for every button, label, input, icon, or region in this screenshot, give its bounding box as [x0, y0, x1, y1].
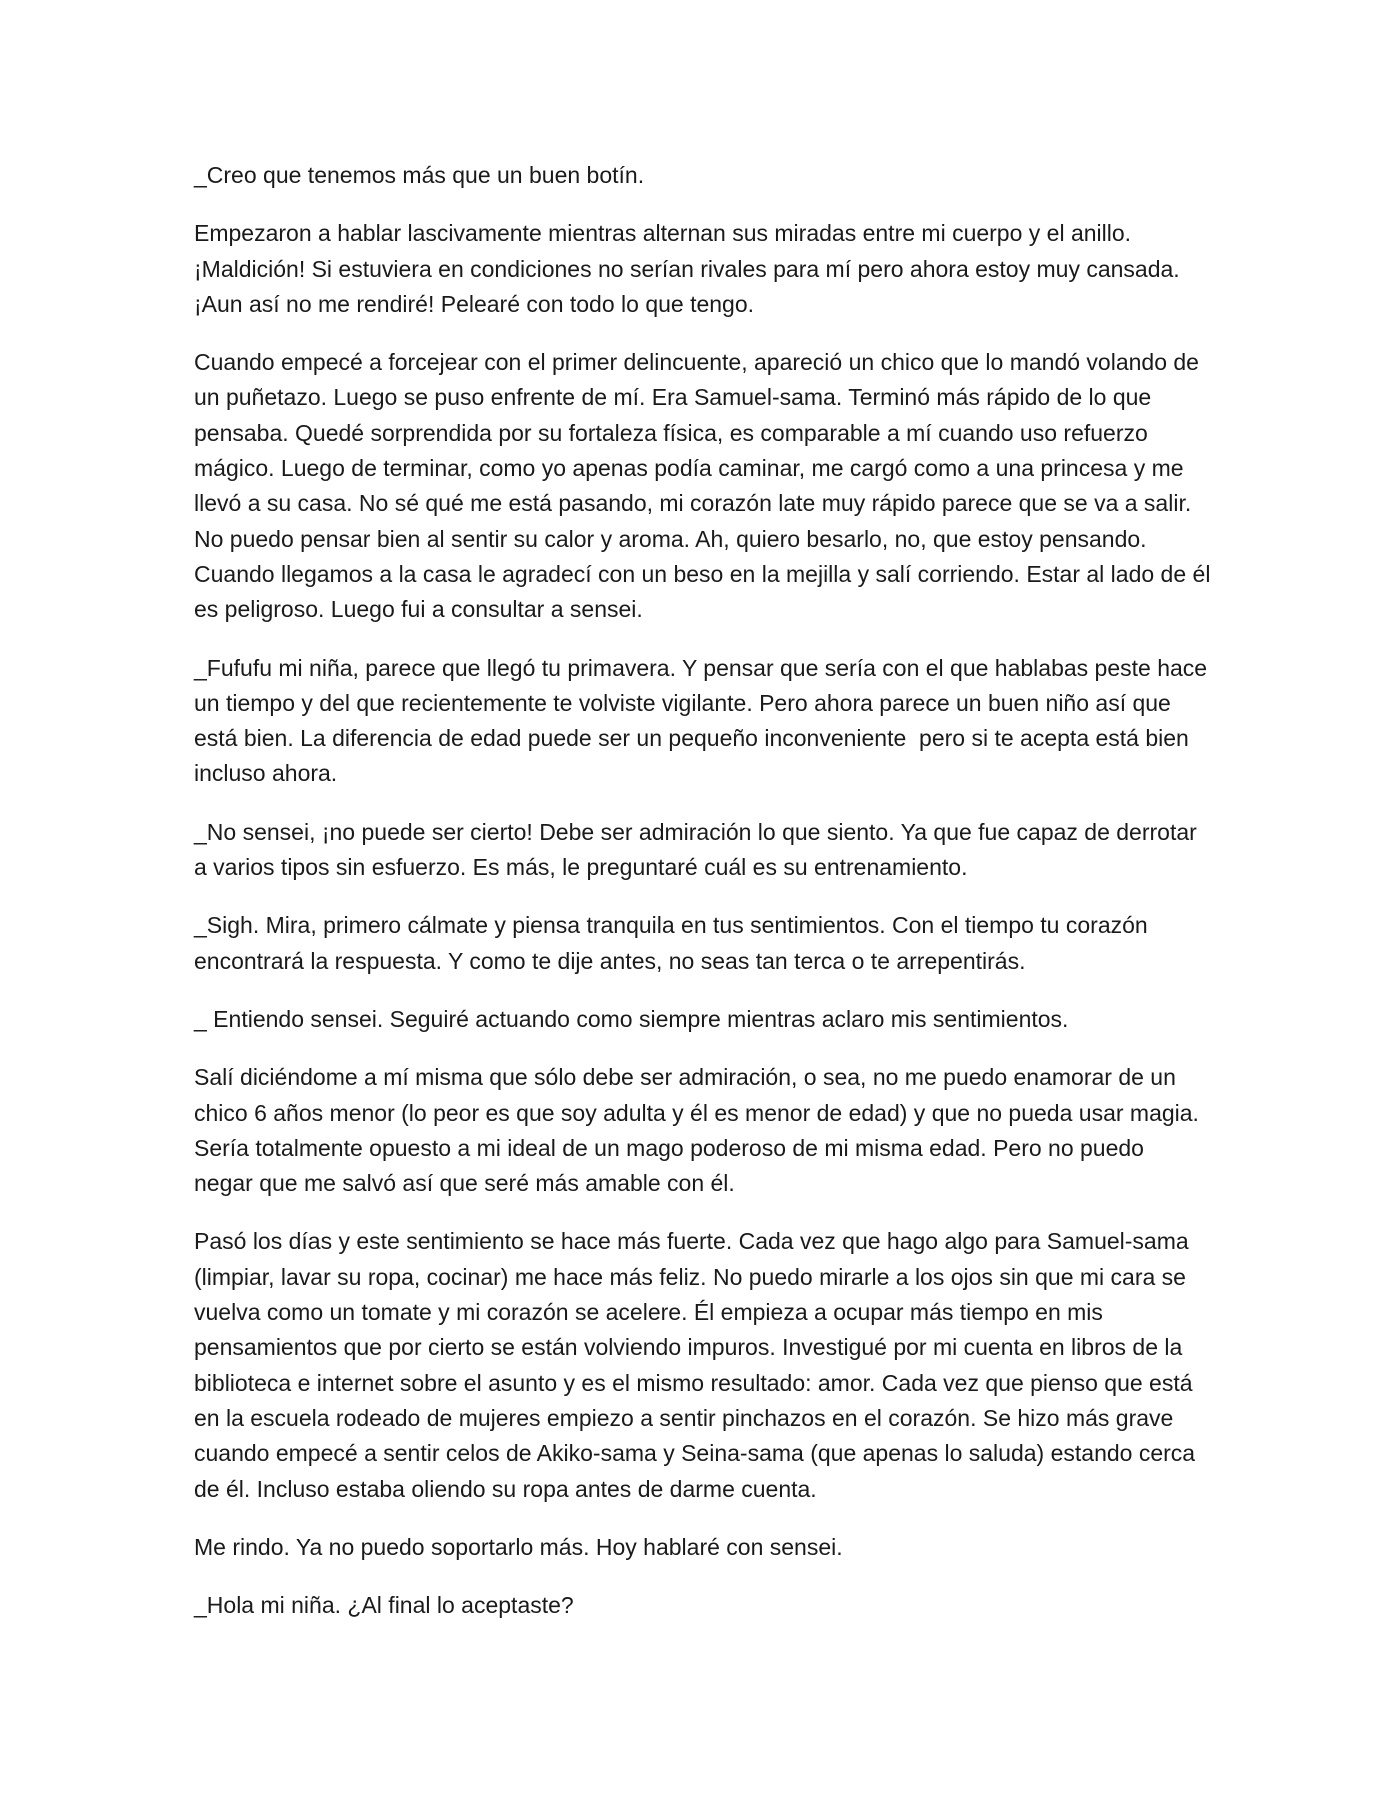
paragraph: _Creo que tenemos más que un buen botín.	[194, 162, 645, 188]
paragraph: Me rindo. Ya no puedo soportarlo más. Hoy hablaré con sensei.	[194, 1533, 843, 1560]
paragraph: _Sigh. Mira, primero cálmate y piensa tranquila en tus sentimientos. Con el tiempo tu corazón encontrará la respuesta. Y como te dije antes, no seas tan terca o te arrepentirás.	[194, 912, 1148, 974]
paragraph: Cuando empecé a forcejear con el primer delincuente, apareció un chico que lo mandó volando de un puñetazo. Luego se puso enfrente de mí. Era Samuel-sama. Terminó más rápido de lo que pensaba. Quedé sorprendida por su fortaleza física, es comparable a mí cuando uso refuerzo mágico. Luego de terminar, como yo apenas podía caminar, me cargó como a una princesa y me llevó a su casa. No sé qué me está pasando, mi corazón late muy rápido parece que se va a salir. No puedo pensar bien al sentir su calor y aroma. Ah, quiero besarlo, no, que estoy pensando. Cuando llegamos a la casa le agradecí con un beso en la mejilla y salí corriendo. Estar al lado de él es peligroso. Luego fui a consultar a sensei.	[194, 349, 1211, 623]
document-page	[194, 158, 1234, 1646]
paragraph: Pasó los días y este sentimiento se hace más fuerte. Cada vez que hago algo para Samuel-sama (limpiar, lavar su ropa, cocinar) me hace más feliz. No puedo mirarle a los ojos sin que mi cara se vuelva como un tomate y mi corazón se acelere. Él empieza a ocupar más tiempo en mis pensamientos que por cierto se están volviendo impuros. Investigué por mi cuenta en libros de la biblioteca e internet sobre el asunto y es el mismo resultado: amor. Cada vez que pienso que está en la escuela rodeado de mujeres empiezo a sentir pinchazos en el corazón. Se hizo más grave cuando empecé a sentir celos de Akiko-sama y Seina-sama (que apenas lo saluda) estando cerca de él. Incluso estaba oliendo su ropa antes de darme cuenta.	[194, 1228, 1196, 1502]
paragraph: _Hola mi niña. ¿Al final lo aceptaste?	[194, 1592, 574, 1619]
paragraph: _Fufufu mi niña, parece que llegó tu primavera. Y pensar que sería con el que hablabas peste hace un tiempo y del que recientemente te volviste vigilante. Pero ahora parece un buen niño así que está bien. La diferencia de edad puede ser un pequeño inconveniente pero si te acepta está bien incluso ahora.	[194, 654, 1208, 787]
paragraph: Salí diciéndome a mí misma que sólo debe ser admiración, o sea, no me puedo enamorar de un chico 6 años menor (lo peor es que soy adulta y él es menor de edad) y que no pueda usar magia. Sería totalmente opuesto a mi ideal de un mago poderoso de mi misma edad. Pero no puedo negar que me salvó así que seré más amable con él.	[194, 1064, 1199, 1197]
paragraph: Empezaron a hablar lascivamente mientras alternan sus miradas entre mi cuerpo y el anillo. ¡Maldición! Si estuviera en condiciones no serían rivales para mí pero ahora estoy muy cansada. ¡Aun así no me rendiré! Pelearé con todo lo que tengo.	[194, 220, 1180, 317]
paragraph: _ Entiendo sensei. Seguiré actuando como siempre mientras aclaro mis sentimientos.	[194, 1005, 1069, 1032]
paragraph: _No sensei, ¡no puede ser cierto! Debe ser admiración lo que siento. Ya que fue capaz de derrotar a varios tipos sin esfuerzo. Es más, le preguntaré cuál es su entrenamiento.	[194, 818, 1197, 881]
